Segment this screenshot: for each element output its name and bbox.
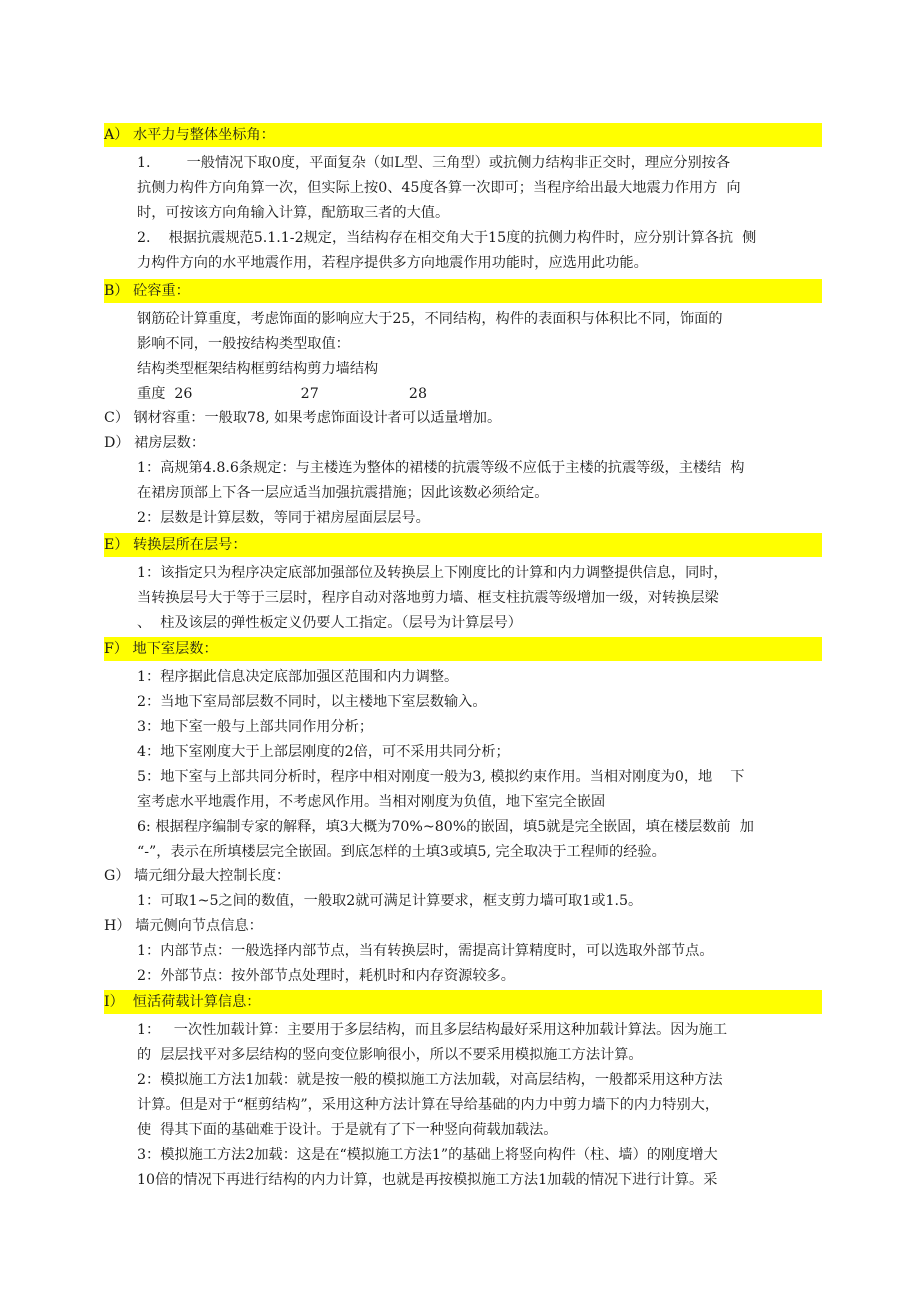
paragraph-line: 1： 一次性加载计算：主要用于多层结构，而且多层结构最好采用这种加载计算法。因为施工 xyxy=(137,1022,728,1038)
paragraph-line: 3：地下室一般与上部共同作用分析； xyxy=(137,719,374,735)
paragraph-line: 1. 一般情况下取0度，平面复杂（如L型、三角型）或抗侧力结构非正交时，理应分别按各 xyxy=(137,155,731,171)
paragraph-line: 在裙房顶部上下各一层应适当加强抗震措施；因此该数必须给定。 xyxy=(137,485,549,501)
section-heading-d: D） 裙房层数： xyxy=(104,435,206,451)
paragraph-line: 2：外部节点：按外部节点处理时，耗机时和内存资源较多。 xyxy=(137,968,515,984)
paragraph-line: 2：层数是计算层数，等同于裙房屋面层层号。 xyxy=(137,510,430,526)
section-heading-e: E） 转换层所在层号： xyxy=(104,537,247,553)
paragraph-line: “-”，表示在所填楼层完全嵌固。到底怎样的土填3或填5, 完全取决于工程师的经验。 xyxy=(137,844,666,860)
paragraph-line: 力构件方向的水平地震作用，若程序提供多方向地震作用功能时，应选用此功能。 xyxy=(137,255,648,271)
section-heading-a: A） 水平力与整体坐标角： xyxy=(104,127,275,143)
section-heading-f: F） 地下室层数： xyxy=(104,641,218,657)
paragraph-line: 使 得其下面的基础难于设计。于是就有了下一种竖向荷载加载法。 xyxy=(137,1122,558,1138)
paragraph-line: 6: 根据程序编制专家的解释，填3大概为70%~80%的嵌固，填5就是完全嵌固，填在楼层数前 加 xyxy=(137,819,754,835)
paragraph-line: 3：模拟施工方法2加载：这是在“模拟施工方法1”的基础上将竖向构件（柱、墙）的刚度增大 xyxy=(137,1147,718,1163)
section-heading-g: G） 墙元细分最大控制长度： xyxy=(104,868,291,884)
paragraph-line: 影响不同，一般按结构类型取值： xyxy=(137,336,350,352)
paragraph-line: 结构类型框架结构框剪结构剪力墙结构 xyxy=(137,361,379,377)
paragraph-line: 的 层层找平对多层结构的竖向变位影响很小，所以不要采用模拟施工方法计算。 xyxy=(137,1047,643,1063)
paragraph-line: 计算。但是对于“框剪结构”，采用这种方法计算在导给基础的内力中剪力墙下的内力特别大， xyxy=(137,1097,720,1113)
paragraph-line: 2：模拟施工方法1加载：就是按一般的模拟施工方法加载，对高层结构，一般都采用这种方法 xyxy=(137,1072,723,1088)
paragraph-line: 室考虑水平地震作用，不考虑风作用。当相对刚度为负值，地下室完全嵌固 xyxy=(137,794,606,810)
paragraph-line: 1：内部节点：一般选择内部节点，当有转换层时，需提高计算精度时，可以选取外部节点。 xyxy=(137,943,714,959)
section-heading-b: B） 砼容重： xyxy=(104,283,190,299)
paragraph-line: 5：地下室与上部共同分析时，程序中相对刚度一般为3, 模拟约束作用。当相对刚度为0，地 下 xyxy=(137,769,745,785)
paragraph-line: 2. 根据抗震规范5.1.1-2规定，当结构存在相交角大于15度的抗侧力构件时，应分别计算各抗 侧 xyxy=(137,230,757,246)
paragraph-line: 抗侧力构件方向角算一次，但实际上按0、45度各算一次即可；当程序给出最大地震力作用方 向 xyxy=(137,180,741,196)
paragraph-line: 钢筋砼计算重度，考虑饰面的影响应大于25，不同结构，构件的表面积与体积比不同，饰面的 xyxy=(137,311,723,327)
paragraph-line: 4：地下室刚度大于上部层刚度的2倍，可不采用共同分析； xyxy=(137,744,510,760)
section-heading-i: I） 恒活荷载计算信息： xyxy=(104,994,261,1010)
section-heading-c: C） 钢材容重：一般取78, 如果考虑饰面设计者可以适量增加。 xyxy=(104,410,502,426)
paragraph-line: 重度 26 27 28 xyxy=(137,386,427,402)
paragraph-line: 当转换层号大于等于三层时，程序自动对落地剪力墙、框支柱抗震等级增加一级，对转换层梁 xyxy=(137,590,719,606)
paragraph-line: 1：可取1~5之间的数值，一般取2就可满足计算要求，框支剪力墙可取1或1.5。 xyxy=(137,893,643,909)
paragraph-line: 时，可按该方向角输入计算，配筋取三者的大值。 xyxy=(137,205,450,221)
paragraph-line: 1：高规第4.8.6条规定：与主楼连为整体的裙楼的抗震等级不应低于主楼的抗震等级，主楼结 构 xyxy=(137,460,745,476)
paragraph-line: 2：当地下室局部层数不同时，以主楼地下室层数输入。 xyxy=(137,694,487,710)
paragraph-line: 、 柱及该层的弹性板定义仍要人工指定。（层号为计算层号） xyxy=(137,615,522,631)
paragraph-line: 1：程序据此信息决定底部加强区范围和内力调整。 xyxy=(137,669,459,685)
section-highlight xyxy=(104,279,822,303)
paragraph-line: 1：该指定只为程序决定底部加强部位及转换层上下刚度比的计算和内力调整提供信息，同时， xyxy=(137,565,728,581)
section-heading-h: H） 墙元侧向节点信息： xyxy=(104,918,263,934)
paragraph-line: 10倍的情况下再进行结构的内力计算，也就是再按模拟施工方法1加载的情况下进行计算。采 xyxy=(137,1172,718,1188)
